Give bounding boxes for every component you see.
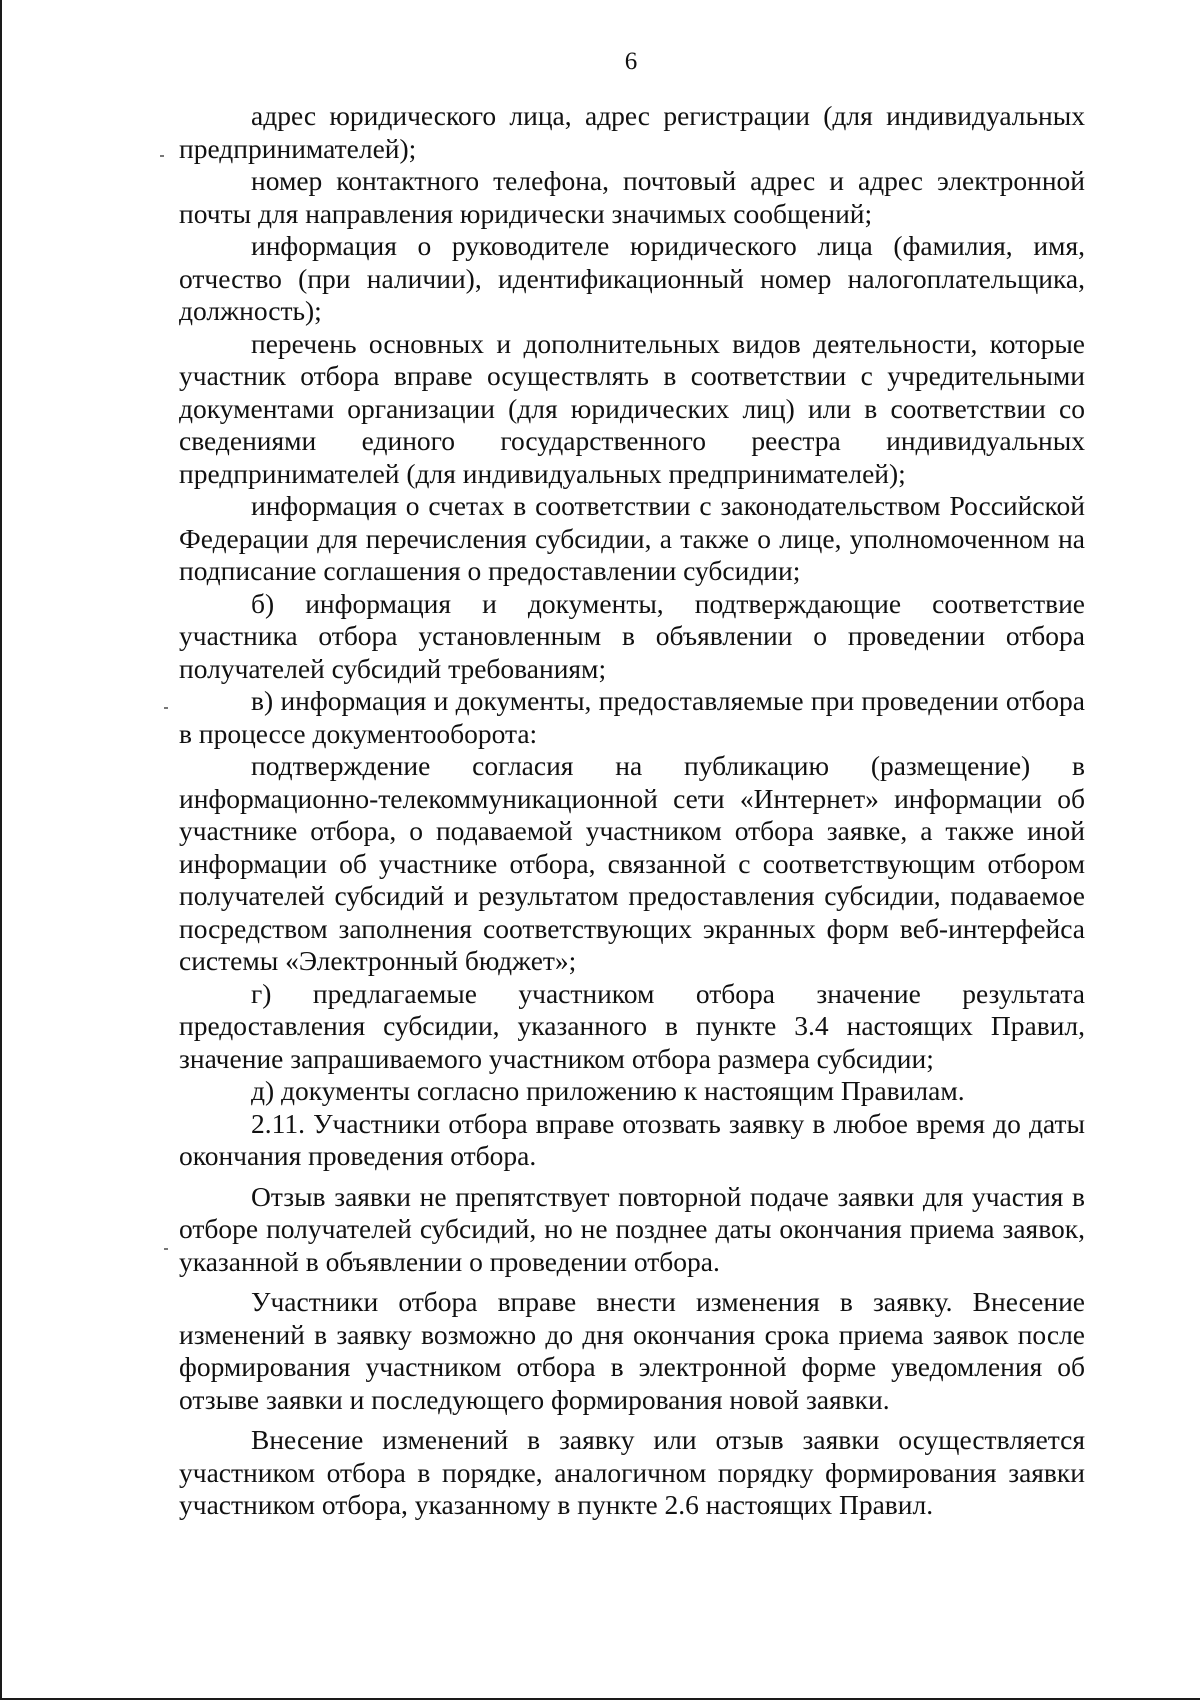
paragraph: Внесение изменений в заявку или отзыв заявки осуществляется участником отбора в порядке, аналогичном порядку формирования заявки участником отбора, указанному в пункте 2.6 настоящих Правил. xyxy=(179,1424,1085,1520)
scan-speck xyxy=(164,707,168,709)
scan-speck xyxy=(164,1248,168,1250)
page-number: 6 xyxy=(624,48,638,75)
paragraph: 2.11. Участники отбора вправе отозвать заявку в любое время до даты окончания проведения отбора. xyxy=(179,1107,1085,1171)
paragraph: подтверждение согласия на публикацию (размещение) в информационно-телекоммуникационной сети «Интернет» информации об участнике отбора, о подаваемой участником отбора заявке, а также иной информации об участнике отбора, связанной с соответствующим отбором получателей субсидий и результатом предоставления субсидии, подаваемое посредством заполнения соответствующих экранных форм веб-интерфейса системы «Электронный бюджет»; xyxy=(179,750,1085,976)
document-body xyxy=(179,100,1085,1522)
paragraph: Участники отбора вправе внести изменения в заявку. Внесение изменений в заявку возможно до дня окончания срока приема заявок после формирования участником отбора в электронной форме уведомления об отзыве заявки и последующего формирования новой заявки. xyxy=(179,1286,1085,1415)
paragraph: информация о руководителе юридического лица (фамилия, имя, отчество (при наличии), идентификационный номер налогоплательщика, должность); xyxy=(179,230,1085,326)
paragraph: д) документы согласно приложению к настоящим Правилам. xyxy=(251,1075,965,1106)
paragraph: перечень основных и дополнительных видов деятельности, которые участник отбора вправе осуществлять в соответствии с учредительными документами организации (для юридических лиц) или в соответствии со сведениями единого государственного реестра индивидуальных предпринимателей (для индивидуальных предпринимателей); xyxy=(179,327,1085,489)
scan-edge-left xyxy=(0,0,2,1700)
paragraph: адрес юридического лица, адрес регистрации (для индивидуальных предпринимателей); xyxy=(179,100,1085,164)
scan-speck xyxy=(160,155,164,157)
paragraph: б) информация и документы, подтверждающие соответствие участника отбора установленным в объявлении о проведении отбора получателей субсидий требованиям; xyxy=(179,587,1085,684)
paragraph: в) информация и документы, предоставляемые при проведении отбора в процессе документооборота: xyxy=(179,685,1085,749)
paragraph: номер контактного телефона, почтовый адрес и адрес электронной почты для направления юридически значимых сообщений; xyxy=(179,165,1085,229)
paragraph: г) предлагаемые участником отбора значение результата предоставления субсидии, указанного в пункте 3.4 настоящих Правил, значение запрашиваемого участником отбора размера субсидии; xyxy=(179,977,1085,1074)
paragraph: информация о счетах в соответствии с законодательством Российской Федерации для перечисления субсидии, а также о лице, уполномоченном на подписание соглашения о предоставлении субсидии; xyxy=(179,490,1085,586)
paragraph: Отзыв заявки не препятствует повторной подаче заявки для участия в отборе получателей субсидий, но не позднее даты окончания приема заявок, указанной в объявлении о проведении отбора. xyxy=(179,1180,1085,1277)
